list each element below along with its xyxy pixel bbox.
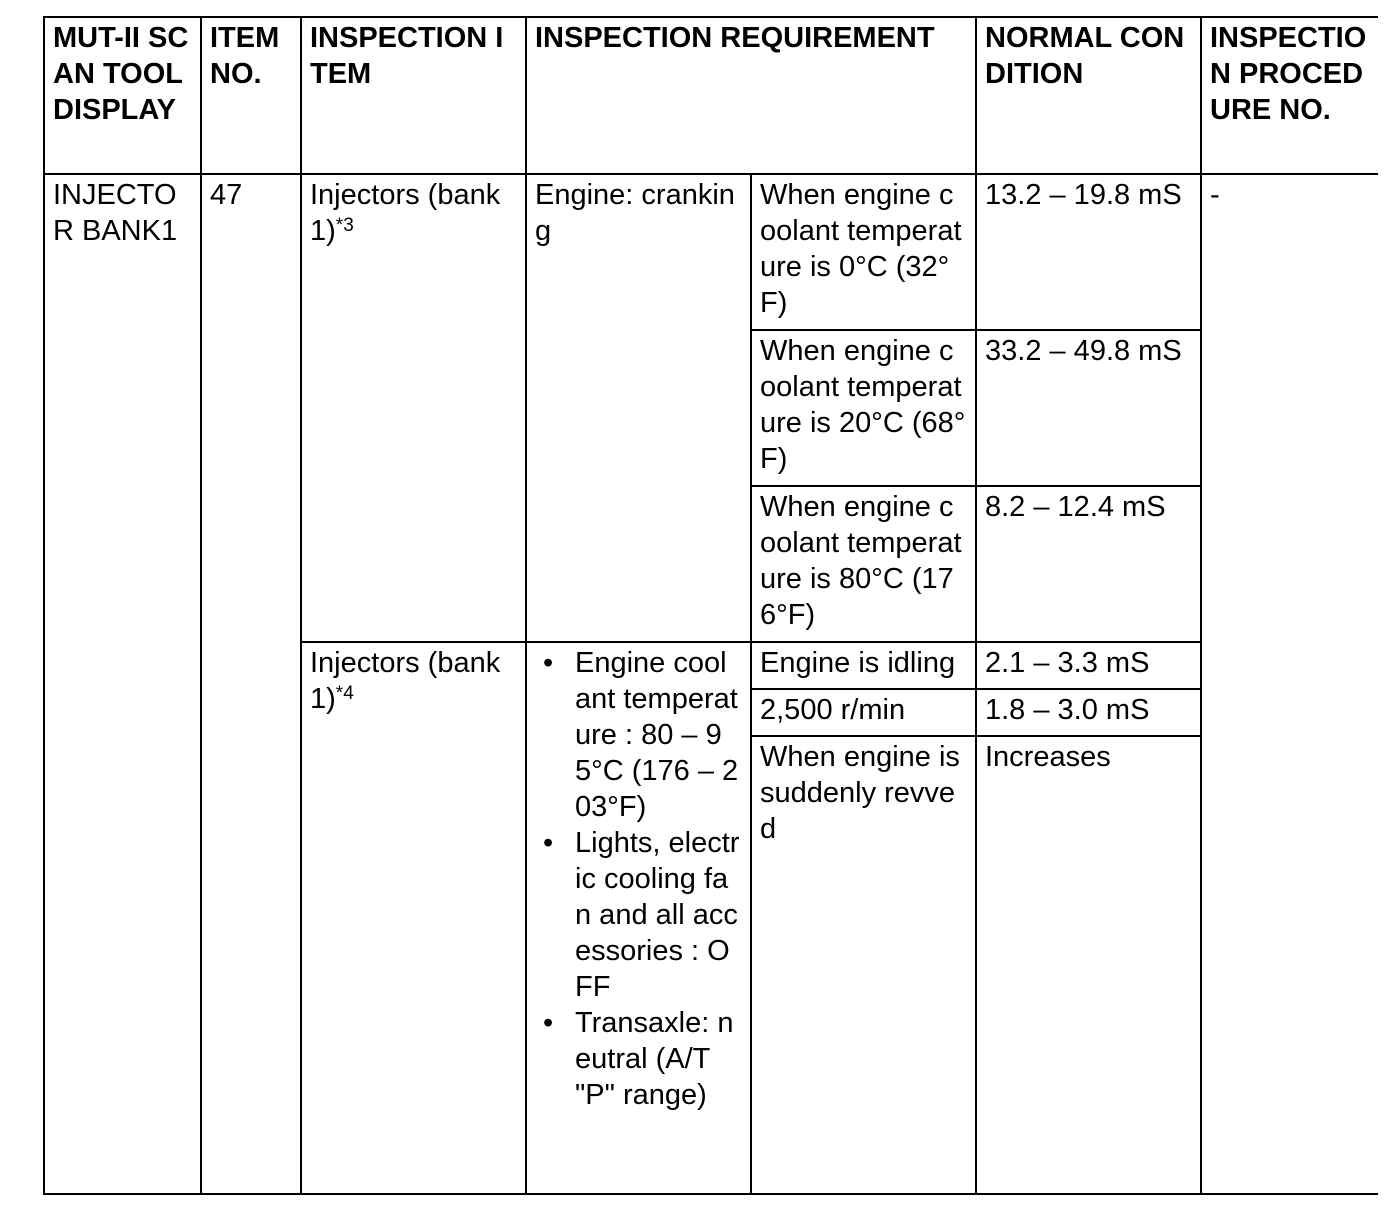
item-no-cell: 47 — [201, 174, 301, 1194]
footnote-mark: *3 — [335, 215, 354, 236]
normal-value-cell: 1.8 – 3.0 mS — [976, 689, 1201, 736]
normal-value-cell: 33.2 – 49.8 mS — [976, 330, 1201, 486]
normal-value-cell: 13.2 – 19.8 mS — [976, 174, 1201, 330]
table-row — [44, 174, 1378, 330]
scan-display-cell: INJECTOR BANK1 — [44, 174, 201, 1194]
normal-value-cell: 2.1 – 3.3 mS — [976, 642, 1201, 689]
condition-cell: 2,500 r/min — [751, 689, 976, 736]
normal-value-cell: 8.2 – 12.4 mS — [976, 486, 1201, 642]
inspection-table — [43, 16, 1378, 1195]
inspection-item-label: Injectors (bank 1) — [310, 647, 501, 715]
inspection-item-cell — [301, 642, 526, 1194]
header-row — [44, 17, 1378, 174]
list-item: • Engine coolant temperature : 80 – 95°C (176 – 203°F) — [535, 645, 742, 825]
condition-cell: When engine is suddenly revved — [751, 736, 976, 1194]
list-item: • Lights, electric cooling fan and all accessories : OFF — [535, 825, 742, 1005]
condition-cell: When engine coolant temperature is 80°C (176°F) — [751, 486, 976, 642]
header-procedure-no: INSPECTION PROCEDURE NO. — [1201, 17, 1378, 174]
header-normal-condition: NORMAL CONDITION — [976, 17, 1201, 174]
normal-value-cell: Increases — [976, 736, 1201, 1194]
condition-cell: When engine coolant temperature is 0°C (32°F) — [751, 174, 976, 330]
header-item-no: ITEM NO. — [201, 17, 301, 174]
inspection-item-label: Injectors (bank 1) — [310, 179, 501, 247]
footnote-mark: *4 — [335, 683, 354, 704]
list-item: • Transaxle: neutral (A/T "P" range) — [535, 1005, 742, 1113]
condition-cell: When engine coolant temperature is 20°C (68°F) — [751, 330, 976, 486]
procedure-no-cell: - — [1201, 174, 1378, 1194]
requirement-cell: Engine: cranking — [526, 174, 751, 642]
header-inspection-requirement: INSPECTION REQUIREMENT — [526, 17, 976, 174]
requirement-cell — [526, 642, 751, 1194]
header-inspection-item: INSPECTION ITEM — [301, 17, 526, 174]
requirement-list — [535, 645, 742, 1113]
header-display: MUT-II SCAN TOOL DISPLAY — [44, 17, 201, 174]
condition-cell: Engine is idling — [751, 642, 976, 689]
inspection-item-cell — [301, 174, 526, 642]
